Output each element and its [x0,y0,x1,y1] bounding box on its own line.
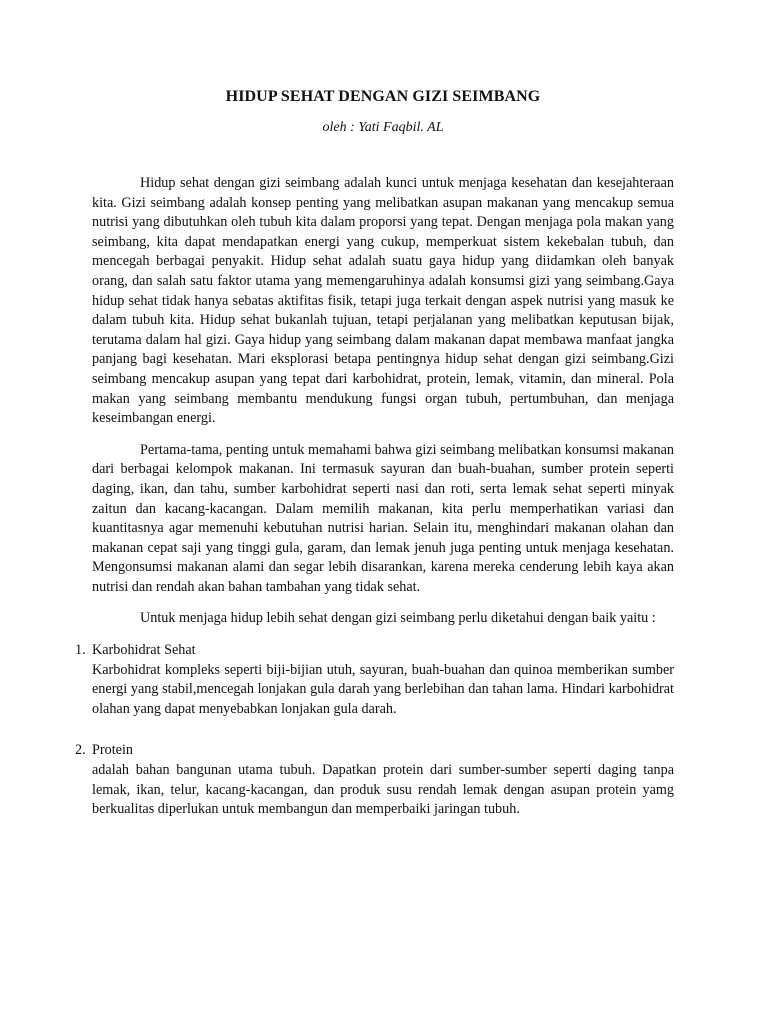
paragraph-intro: Hidup sehat dengan gizi seimbang adalah kunci untuk menjaga kesehatan dan kesejahteraan kita. Gizi seimbang adalah konsep penting yang melibatkan asupan makanan yang mencakup semua nutrisi yang dibutuhkan oleh tubuh kita dalam proporsi yang tepat. Dengan menjaga pola makan yang seimbang, kita dapat mendapatkan energi yang cukup, memperkuat sistem kekebalan tubuh, dan mencegah berbagai penyakit. Hidup sehat adalah suatu gaya hidup yang diidamkan oleh banyak orang, dan salah satu faktor utama yang memengaruhinya adalah konsumsi gizi yang seimbang.Gaya hidup sehat tidak hanya sebatas aktifitas fisik, tetapi juga terkait dengan aspek nutrisi yang masuk ke dalam tubuh kita. Hidup sehat bukanlah tujuan, tetapi perjalanan yang melibatkan keputusan bijak, terutama dalam hal gizi. Gaya hidup yang seimbang dalam makanan dapat membawa manfaat jangka panjang bagi kesehatan. Mari eksplorasi betapa pentingnya hidup sehat dengan gizi seimbang.Gizi seimbang mencakup asupan yang tepat dari karbohidrat, protein, lemak, vitamin, dan mineral. Pola makan yang seimbang membantu mendukung fungsi organ tubuh, pertumbuhan, dan menjaga keseimbangan energi. [92,175,674,427]
list-item-text: adalah bahan bangunan utama tubuh. Dapatkan protein dari sumber-sumber seperti daging tanpa lemak, ikan, telur, kacang-kacangan, dan produk susu rendah lemak dengan asupan protein yamg berkualitas diperlukan untuk membangun dan memperbaiki jaringan tubuh. [92,762,674,818]
paragraph-list-lead: Untuk menjaga hidup lebih sehat dengan gizi seimbang perlu diketahui dengan baik yaitu : [140,610,656,627]
list-item [75,641,674,719]
document-author: oleh : Yati Faqbil. AL [322,120,444,135]
document-title: HIDUP SEHAT DENGAN GIZI SEIMBANG [225,88,541,105]
list-item-title: Karbohidrat Sehat [92,642,196,659]
list-item-title: Protein [92,742,133,759]
list-item [75,741,674,819]
list-item-text: Karbohidrat kompleks seperti biji-bijian utuh, sayuran, buah-buahan dan quinoa memberikan sumber energi yang stabil,mencegah lonjakan gula darah yang berlebihan dan tahan lama. Hindari karbohidrat olahan yang dapat menyebabkan lonjakan gula darah. [92,661,674,717]
numbered-list [75,641,674,820]
list-item-number: 1. [75,642,86,659]
paragraph-food-groups: Pertama-tama, penting untuk memahami bahwa gizi seimbang melibatkan konsumsi makanan dari berbagai kelompok makanan. Ini termasuk sayuran dan buah-buahan, sumber protein seperti daging, ikan, dan tahu, sumber karbohidrat seperti nasi dan roti, serta lemak sehat seperti minyak zaitun dan kacang-kacangan. Dalam memilih makanan, kita perlu memperhatikan variasi dan kuantitasnya agar memenuhi kebutuhan nutrisi harian. Selain itu, menghindari makanan olahan dan makanan cepat saji yang tinggi gula, garam, dan lemak jenuh juga penting untuk menjaga kesehatan. Mengonsumsi makanan alami dan segar lebih disarankan, karena mereka cenderung lebih kaya akan nutrisi dan rendah akan bahan tambahan yang tidak sehat. [92,441,674,595]
list-item-number: 2. [75,742,86,759]
